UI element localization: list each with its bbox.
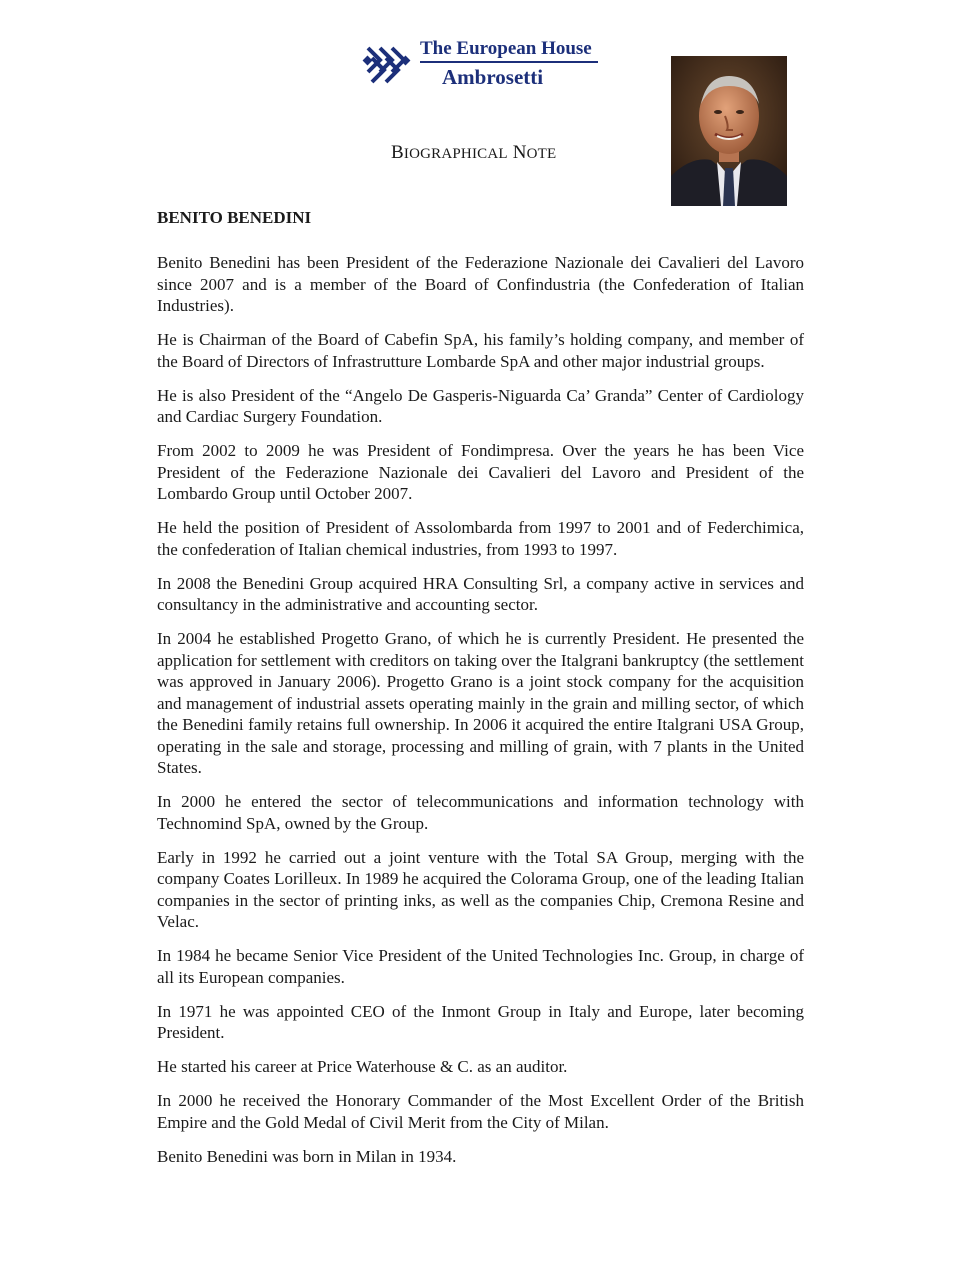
- doc-type-word-1: IOGRAPHICAL: [403, 146, 508, 162]
- paragraph: From 2002 to 2009 he was President of Fondimpresa. Over the years he has been Vice President of the Federazione Nazionale dei Cavalieri del Lavoro and President of the Lombardo Group until October 2007.: [157, 441, 804, 503]
- logo-rule: [420, 61, 598, 63]
- paragraph: He is Chairman of the Board of Cabefin SpA, his family’s holding company, and member of the Board of Directors of Infrastrutture Lombarde SpA and other major industrial groups.: [157, 330, 804, 371]
- portrait-illustration: [671, 56, 787, 206]
- ambrosetti-logo-mark-icon: [362, 40, 414, 88]
- person-name: BENITO BENEDINI: [157, 208, 312, 227]
- logo-line-1: The European House: [420, 38, 592, 59]
- paragraph: In 1971 he was appointed CEO of the Inmont Group in Italy and Europe, later becoming President.: [157, 1001, 804, 1042]
- doc-type-initial-1: B: [391, 142, 404, 163]
- paragraph: In 2000 he entered the sector of telecommunications and information technology with Technomind SpA, owned by the Group.: [157, 792, 804, 833]
- paragraph: Benito Benedini has been President of the Federazione Nazionale dei Cavalieri del Lavoro since 2007 and is a member of the Board of Confindustria (the Confederation of Italian Industries).: [157, 253, 804, 315]
- doc-type-word-2: OTE: [526, 146, 557, 162]
- logo-wordmark: [420, 38, 598, 89]
- logo-line-2: Ambrosetti: [442, 65, 544, 89]
- paragraph: In 2008 the Benedini Group acquired HRA Consulting Srl, a company active in services and consultancy in the administrative and accounting sector.: [157, 573, 804, 614]
- biography-body: [157, 252, 804, 1180]
- paragraph: Benito Benedini was born in Milan in 1934.: [157, 1146, 457, 1166]
- paragraph: Early in 1992 he carried out a joint venture with the Total SA Group, merging with the company Coates Lorilleux. In 1989 he acquired the Colorama Group, one of the leading Italian companies in the sector of printing inks, as well as the companies Chip, Cremona Resine and Velac.: [157, 847, 804, 931]
- portrait-photo: [671, 56, 787, 206]
- ambrosetti-logo: [362, 38, 598, 89]
- document-type-heading: [391, 142, 556, 164]
- paragraph: In 1984 he became Senior Vice President of the United Technologies Inc. Group, in charge of all its European companies.: [157, 946, 804, 987]
- doc-type-initial-2: N: [512, 142, 527, 163]
- paragraph: In 2000 he received the Honorary Commander of the Most Excellent Order of the British Empire and the Gold Medal of Civil Merit from the City of Milan.: [157, 1091, 804, 1132]
- paragraph: He started his career at Price Waterhouse & C. as an auditor.: [157, 1057, 568, 1076]
- paragraph: In 2004 he established Progetto Grano, of which he is currently President. He presented the application for settlement with creditors on taking over the Italgrani bankruptcy (the settlement was approved in January 2006). Progetto Grano is a joint stock company for the acquisition and management of industrial assets operating mainly in the grain and milling sector, of which the Benedini family retains full ownership. In 2006 it acquired the entire Italgrani USA Group, operating in the sale and storage, processing and milling of grain, with 7 plants in the United States.: [157, 629, 804, 777]
- paragraph: He held the position of President of Assolombarda from 1997 to 2001 and of Federchimica, the confederation of Italian chemical industries, from 1993 to 1997.: [157, 518, 804, 559]
- paragraph: He is also President of the “Angelo De Gasperis-Niguarda Ca’ Granda” Center of Cardiology and Cardiac Surgery Foundation.: [157, 385, 804, 426]
